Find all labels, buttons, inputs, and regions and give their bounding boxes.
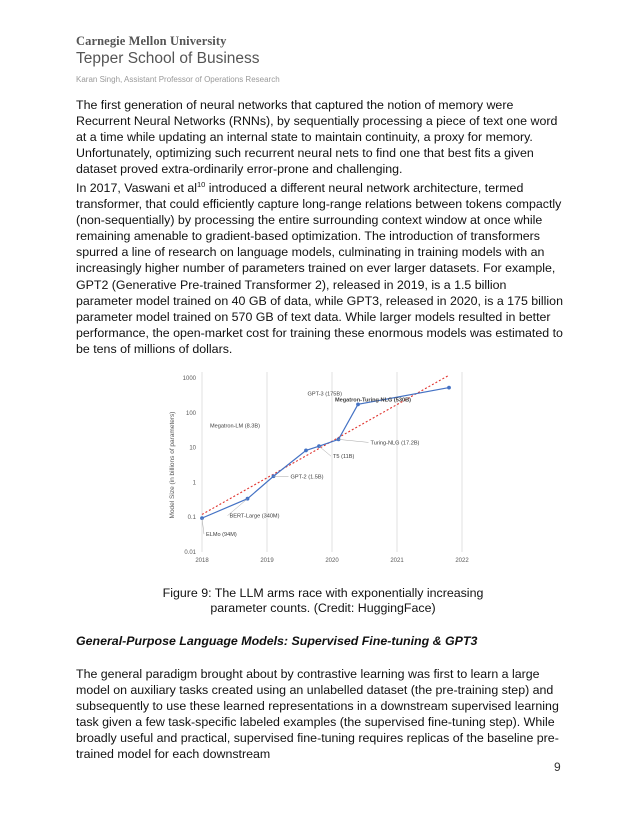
page-number: 9: [554, 760, 561, 774]
paragraph-transformer-rest: introduced a different neural network architecture, termed transformer, that could efficiently capture long-range relations between tokens compactly (non-sequentially) by processing the entire surrounding context window at once while remaining amenable to gradient-based optimization. The introduction of transformers spurred a line of research on language models, culminating in training models with an increasingly higher number of parameters trained on ever larger datasets. For example, GPT2 (Generative Pre-trained Transformer 2), released in 2019, is a 1.5 billion parameter model trained on 40 GB of data, while GPT3, released in 2020, is a 175 billion parameter model trained on 570 GB of text data. While larger models resulted in better performance, the open-market cost for training these enormous models was estimated to be tens of millions of dollars.: [76, 181, 563, 356]
author-line: Karan Singh, Assistant Professor of Operations Research: [76, 75, 280, 84]
data-label-gpt-3-175b: GPT-3 (175B): [307, 391, 342, 398]
x-tick-label-2019: 2019: [260, 558, 274, 564]
data-label-bert-large-340m: BERT-Large (340M): [229, 513, 280, 520]
paragraph-rnn: The first generation of neural networks that captured the notion of memory were Recurrent Neural Networks (RNNs), by sequentially processing a piece of text one word at a time while updating an internal state to maintain continuity, a proxy for memory. Unfortunately, optimizing such recurrent neural nets to find one that best fits a given dataset proved extra-ordinarily error-prone and challenging.: [76, 98, 558, 177]
y-tick-label-10: 10: [189, 445, 196, 452]
x-tick-label-2022: 2022: [455, 558, 469, 564]
page-header: [76, 34, 280, 84]
data-label-elmo-94m: ELMo (94M): [206, 532, 237, 539]
y-tick-label-1000: 1000: [182, 376, 196, 382]
section-heading: General-Purpose Language Models: Supervised Fine-tuning & GPT3: [76, 634, 478, 648]
leader-turing-nlg-17-2b: [339, 439, 369, 442]
paragraph-transformer-start: In 2017, Vaswani et al: [76, 181, 198, 195]
point-megatron-turing-nlg-530b: [447, 386, 451, 390]
y-tick-label-0_01: 0.01: [184, 550, 196, 556]
y-tick-label-100: 100: [185, 410, 196, 417]
data-label-gpt-2-1-5b: GPT-2 (1.5B): [290, 474, 324, 481]
y-axis-label: Model Size (in billions of parameters): [169, 411, 176, 519]
school-name: Tepper School of Business: [76, 50, 260, 67]
data-label-t5-11b: T5 (11B): [333, 454, 355, 461]
x-tick-label-2018: 2018: [195, 558, 209, 564]
y-tick-label-1: 1: [192, 480, 196, 487]
data-label-megatron-lm-8-3b: Megatron-LM (8.3B): [209, 423, 260, 430]
paragraph-transformer: [76, 180, 564, 357]
footnote-ref[interactable]: 10: [197, 179, 206, 189]
data-label-turing-nlg-17-2b: Turing-NLG (17.2B): [370, 440, 420, 447]
data-label-megatron-turing-nlg-530b: Megatron-Turing NLG (530B): [334, 397, 411, 404]
leader-t5-11b: [319, 446, 331, 456]
point-megatron-lm-8-3b: [304, 449, 308, 453]
y-tick-label-0_1: 0.1: [187, 515, 196, 522]
figure-caption: Figure 9: The LLM arms race with exponentially increasing parameter counts. (Credit: HuggingFace): [162, 586, 484, 615]
x-tick-label-2020: 2020: [325, 558, 339, 564]
university-name: Carnegie Mellon University: [76, 34, 227, 48]
x-tick-label-2021: 2021: [390, 558, 404, 564]
llm-size-chart: [160, 358, 480, 578]
paragraph-finetuning: The general paradigm brought about by contrastive learning was first to learn a large model on auxiliary tasks created using an unlabelled dataset (the pre-training step) and subsequently to use these learned representations in a downstream supervised learning task given a few task-specific labeled examples (the supervised fine-tuning step). While broadly useful and practical, supervised fine-tuning requires replicas of the baseline pre-trained model for each downstream: [76, 667, 559, 762]
model-size-line: [202, 388, 449, 519]
